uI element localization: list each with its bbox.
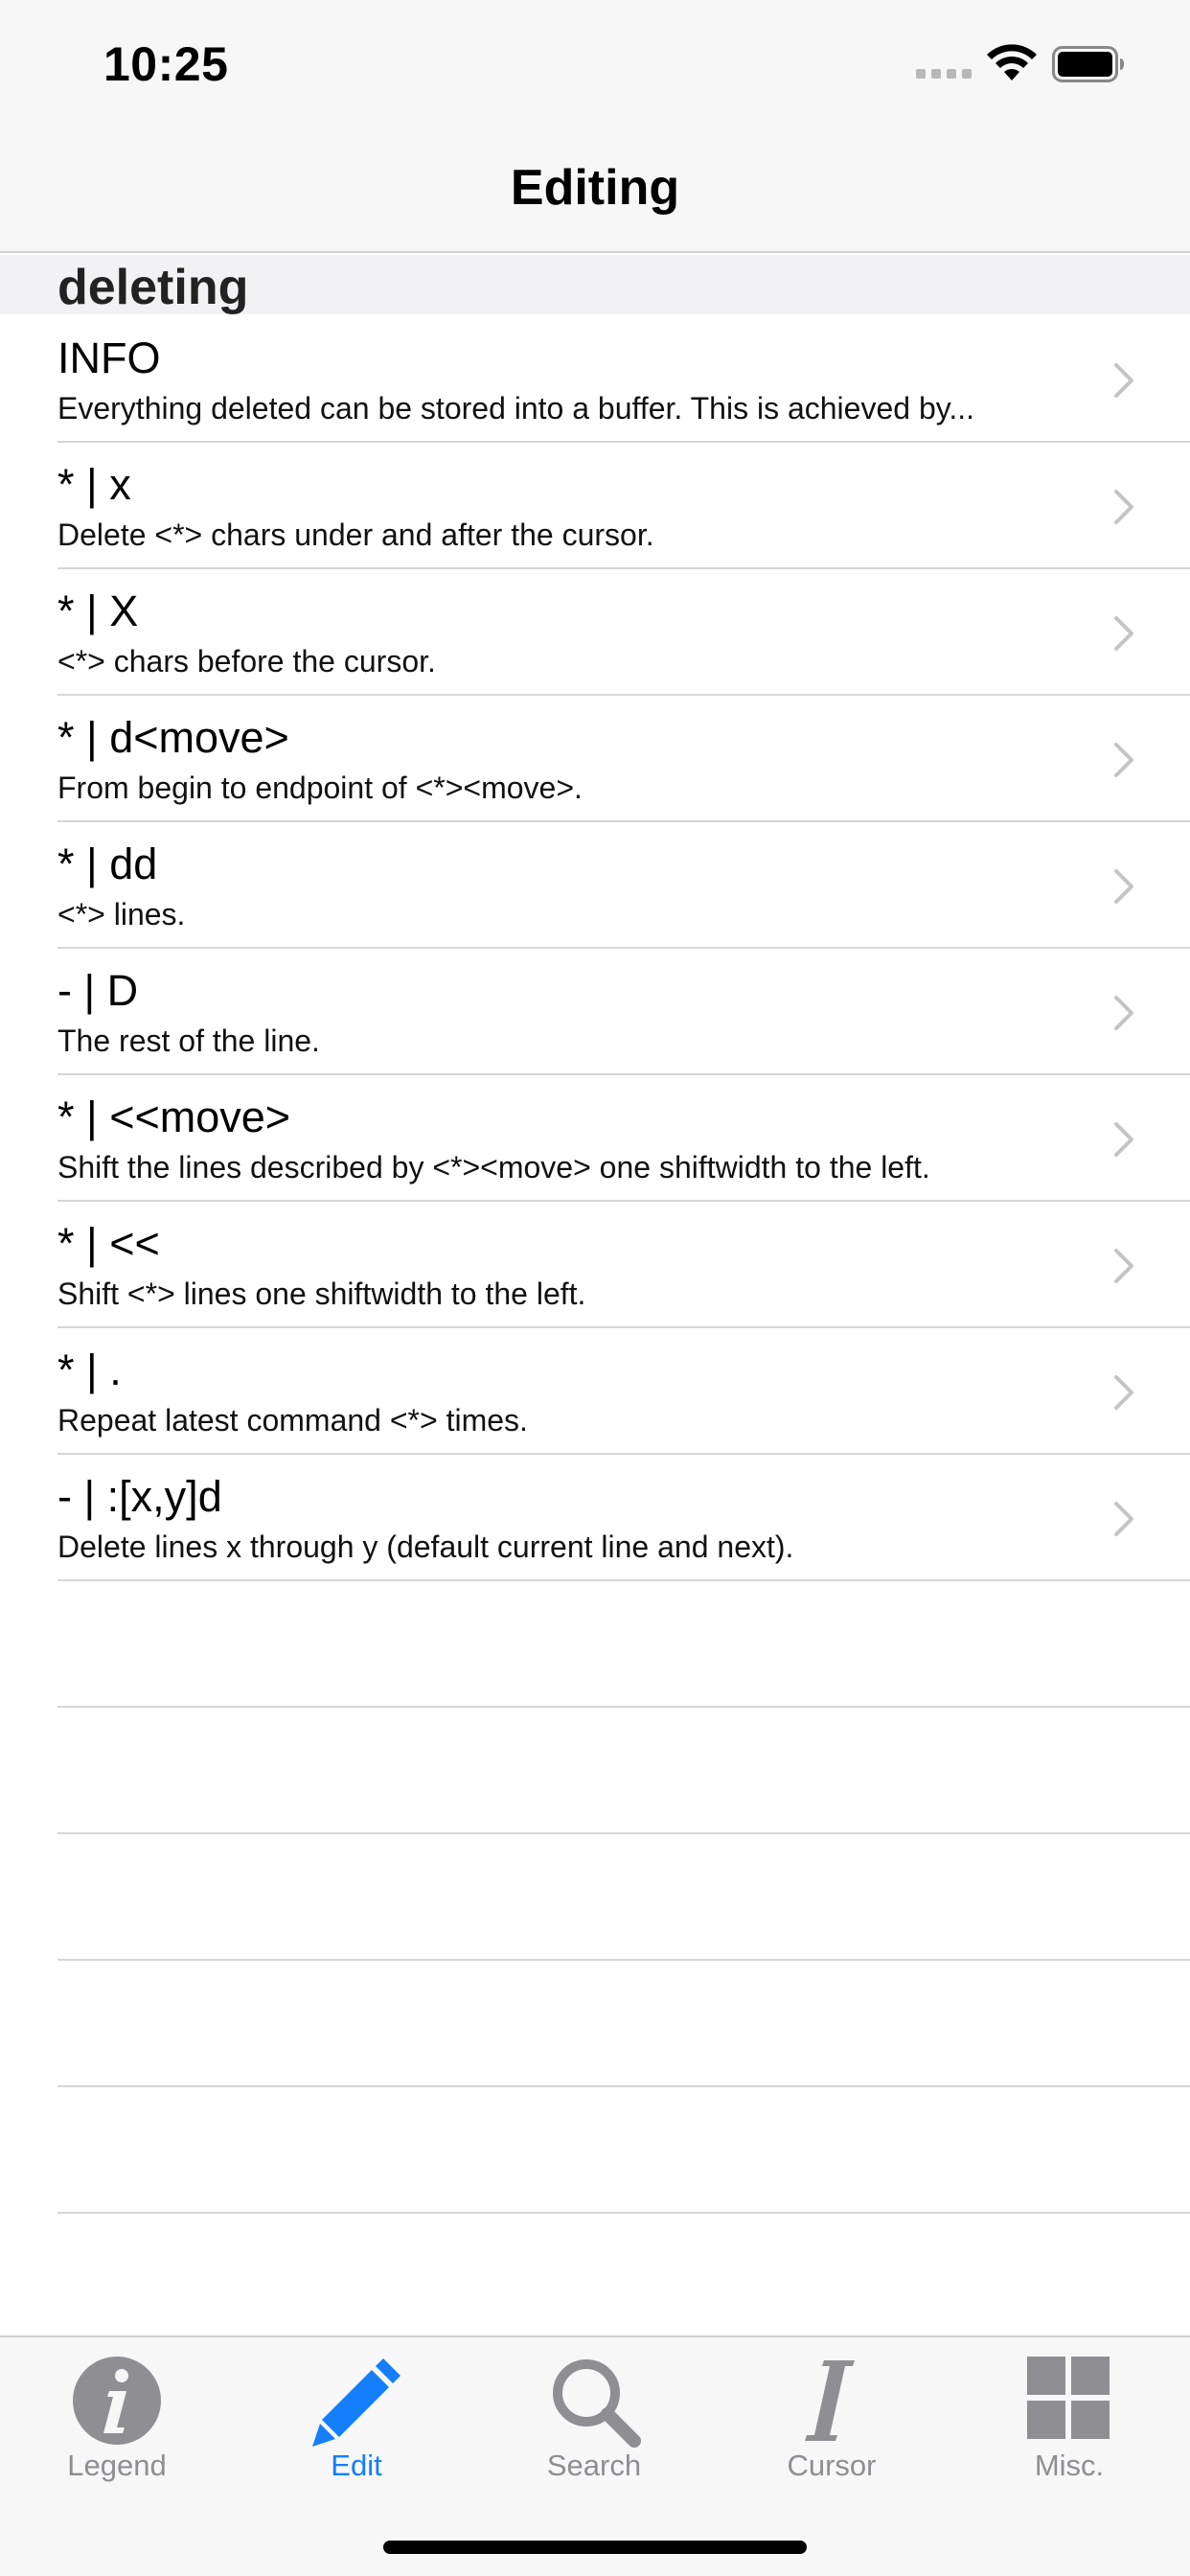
tab-edit[interactable]	[261, 2345, 452, 2489]
list-item[interactable]	[0, 949, 1190, 1075]
item-title: * | x	[57, 460, 131, 509]
item-title: * | <<	[57, 1219, 160, 1268]
tab-misc[interactable]	[973, 2345, 1165, 2489]
item-subtitle: Delete lines x through y (default current line and next).	[57, 1530, 794, 1564]
list-item[interactable]	[0, 569, 1190, 696]
item-title: * | X	[57, 586, 139, 635]
home-indicator[interactable]	[383, 2541, 807, 2554]
status-time: 10:25	[103, 37, 229, 91]
chevron-right-icon	[1113, 742, 1134, 778]
empty-row	[0, 1581, 1190, 1708]
info-icon	[69, 2353, 165, 2449]
chevron-right-icon	[1113, 615, 1134, 652]
item-subtitle: Shift the lines described by <*><move> one shiftwidth to the left.	[57, 1150, 930, 1184]
item-title: * | .	[57, 1346, 122, 1394]
empty-row	[0, 1834, 1190, 1961]
chevron-right-icon	[1113, 1248, 1134, 1284]
list-item[interactable]	[0, 696, 1190, 822]
wifi-icon	[985, 44, 1039, 82]
item-title: * | dd	[57, 840, 158, 888]
chevron-right-icon	[1113, 1374, 1134, 1411]
item-title: * | <<move>	[57, 1092, 291, 1141]
grid-icon	[1021, 2353, 1117, 2449]
chevron-right-icon	[1113, 868, 1134, 905]
list-item[interactable]	[0, 1202, 1190, 1328]
tab-cursor[interactable]	[736, 2345, 927, 2489]
empty-row	[0, 1961, 1190, 2087]
battery-icon	[1052, 46, 1125, 82]
tab-label: Edit	[331, 2449, 382, 2482]
page-title: Editing	[510, 160, 680, 216]
header	[0, 0, 1190, 253]
pencil-icon	[309, 2353, 404, 2449]
list-item[interactable]	[0, 316, 1190, 443]
chevron-right-icon	[1113, 995, 1134, 1031]
item-subtitle: Shift <*> lines one shiftwidth to the left.	[57, 1276, 586, 1311]
list-item[interactable]	[0, 1455, 1190, 1581]
item-subtitle: <*> chars before the cursor.	[57, 644, 436, 678]
item-subtitle: <*> lines.	[57, 897, 186, 932]
empty-row	[0, 2087, 1190, 2214]
item-title: - | :[x,y]d	[57, 1472, 222, 1521]
tab-label: Legend	[67, 2449, 167, 2482]
list-item[interactable]	[0, 443, 1190, 569]
item-title: INFO	[57, 334, 161, 382]
cursor-icon	[784, 2353, 880, 2449]
item-subtitle: The rest of the line.	[57, 1024, 320, 1058]
item-subtitle: Delete <*> chars under and after the cursor.	[57, 518, 654, 552]
chevron-right-icon	[1113, 1121, 1134, 1158]
item-subtitle: Everything deleted can be stored into a buffer. This is achieved by...	[57, 391, 975, 426]
item-title: - | D	[57, 966, 139, 1015]
chevron-right-icon	[1113, 362, 1134, 399]
command-list	[0, 316, 1190, 2214]
chevron-right-icon	[1113, 489, 1134, 525]
list-item[interactable]	[0, 822, 1190, 949]
cellular-signal-icon	[916, 69, 972, 79]
tab-label: Search	[546, 2449, 642, 2482]
section-title: deleting	[57, 260, 249, 315]
item-subtitle: From begin to endpoint of <*><move>.	[57, 770, 583, 805]
search-icon	[546, 2353, 642, 2449]
item-title: * | d<move>	[57, 713, 289, 762]
tab-bar	[0, 2335, 1190, 2576]
tab-label: Misc.	[1034, 2449, 1105, 2482]
list-item[interactable]	[0, 1328, 1190, 1455]
empty-row	[0, 1708, 1190, 1834]
tab-search[interactable]	[498, 2345, 690, 2489]
chevron-right-icon	[1113, 1501, 1134, 1537]
item-subtitle: Repeat latest command <*> times.	[57, 1403, 528, 1438]
section-header	[0, 255, 1190, 314]
tab-label: Cursor	[787, 2449, 877, 2482]
tab-legend[interactable]	[21, 2345, 213, 2489]
list-item[interactable]	[0, 1075, 1190, 1202]
